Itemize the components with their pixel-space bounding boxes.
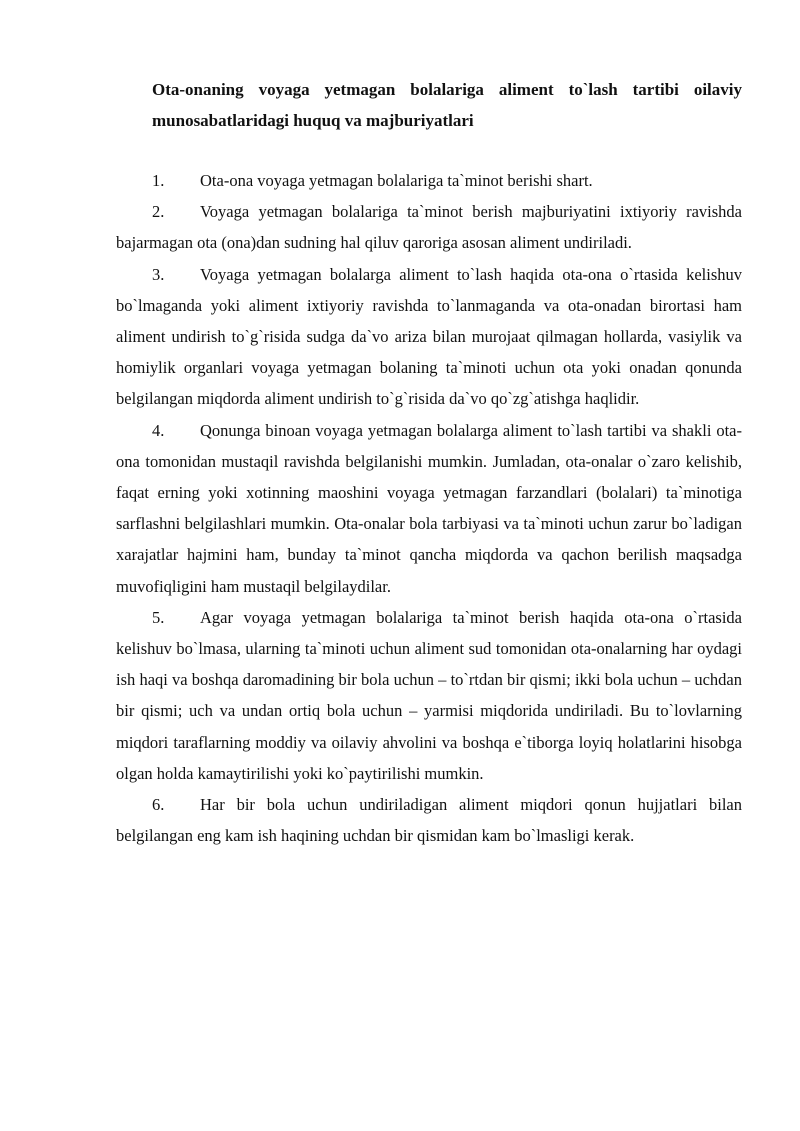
list-item [116, 196, 742, 258]
item-number: 4. [152, 420, 165, 440]
list-item [116, 259, 742, 415]
list-item [116, 602, 742, 789]
item-text: Qonunga binoan voyaga yetmagan bolalarga aliment to`lash tartibi va shakli ota-ona tomonidan mustaqil ravishda belgilanishi mumkin. Jumladan, ota-onalar o`zaro kelishib, faqat erning yoki xotinning maoshini voyaga yetmagan farzandlari (bolalari) ta`minotiga sarflashni belgilashlari mumkin. Ota-onalar bola tarbiyasi va ta`minoti uchun zarur bo`ladigan xarajatlar hajmini ham, bunday ta`minot qancha miqdorda va qachon berilish maqsadga muvofiqligini ham mustaqil belgilaydilar. [116, 420, 742, 596]
document-page [116, 74, 742, 851]
list-item [116, 415, 742, 602]
item-number: 2. [152, 202, 165, 222]
list-item [116, 165, 742, 196]
list-item [116, 789, 742, 851]
item-text: Ota-ona voyaga yetmagan bolalariga ta`minot berishi shart. [200, 171, 593, 190]
document-title: Ota-onaning voyaga yetmagan bolalariga aliment to`lash tartibi oilaviy munosabatlaridagi huquq va majburiyatlari [152, 80, 742, 130]
item-text: Har bir bola uchun undiriladigan aliment miqdori qonun hujjatlari bilan belgilangan eng kam ish haqining uchdan bir qismidan kam bo`lmasligi kerak. [116, 795, 742, 846]
item-number: 3. [152, 264, 165, 284]
item-number: 6. [152, 795, 165, 815]
item-text: Voyaga yetmagan bolalarga aliment to`lash haqida ota-ona o`rtasida kelishuv bo`lmaganda yoki aliment ixtiyoriy ravishda to`lanmaganda va ota-onadan birortasi ham aliment undirish to`g`risida sudga da`vo ariza bilan murojaat qilmagan hollarda, vasiylik va homiylik organlari voyaga yetmagan bolaning ta`minoti uchun ota yoki onadan qonunda belgilangan miqdorda aliment undirish to`g`risida da`vo qo`zg`atishga haqlidir. [116, 264, 742, 409]
item-number: 1. [152, 171, 165, 190]
item-text: Agar voyaga yetmagan bolalariga ta`minot berish haqida ota-ona o`rtasida kelishuv bo`lmasa, ularning ta`minoti uchun aliment sud tomonidan ota-onalarning har oydagi ish haqi va boshqa daromadining bir bola uchun – to`rtdan bir qismi; ikki bola uchun – uchdan bir qismi; uch va undan ortiq bola uchun – yarmisi miqdorida undiriladi. Bu to`lovlarning miqdori taraflarning moddiy va oilaviy ahvolini va boshqa e`tiborga loyiq holatlarini hisobga olgan holda kamaytirilishi yoki ko`paytirilishi mumkin. [116, 607, 742, 783]
item-text: Voyaga yetmagan bolalariga ta`minot berish majburiyatini ixtiyoriy ravishda bajarmagan ota (ona)dan sudning hal qiluv qaroriga asosan aliment undiriladi. [116, 202, 742, 253]
item-number: 5. [152, 607, 165, 627]
